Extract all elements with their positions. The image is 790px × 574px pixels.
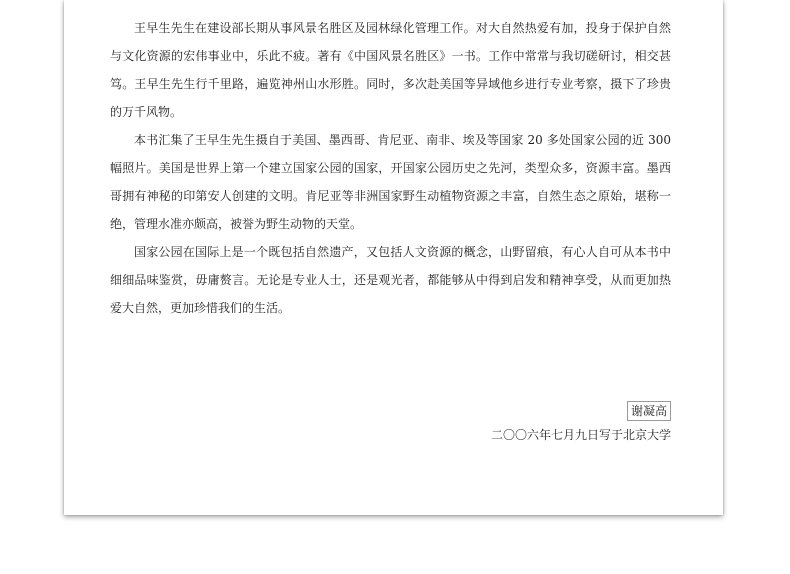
paragraph-3: 国家公园在国际上是一个既包括自然遗产，又包括人文资源的概念，山野留痕，有心人自可从本书中细细品味鉴赏，毋庸赘言。无论是专业人士，还是观光者，都能够从中得到启发和精神享受，从而更加热爱大自然，更加珍惜我们的生活。 (110, 245, 671, 315)
date-place-line: 二〇〇六年七月九日写于北京大学 (490, 428, 671, 442)
paragraph-1: 王早生先生在建设部长期从事风景名胜区及园林绿化管理工作。对大自然热爱有加，投身于保护自然与文化资源的宏伟事业中，乐此不疲。著有《中国风景名胜区》一书。工作中常常与我切磋研讨，相交甚笃。王早生先生行千里路，遍览神州山水形胜。同时，多次赴美国等异域他乡进行专业考察，摄下了珍贵的万千风物。 (110, 21, 671, 119)
preface-body (110, 14, 671, 322)
document-page (64, 0, 723, 515)
author-signature: 谢凝高 (627, 401, 671, 421)
paragraph-2: 本书汇集了王早生先生摄自于美国、墨西哥、肯尼亚、南非、埃及等国家 20 多处国家公园的近 300 幅照片。美国是世界上第一个建立国家公园的国家，开国家公园历史之先河，类型众多，资源丰富。墨西哥拥有神秘的印第安人创建的文明。肯尼亚等非洲国家野生动植物资源之丰富，自然生态之原始，堪称一绝，管理水准亦颇高，被誉为野生动物的天堂。 (110, 133, 671, 231)
